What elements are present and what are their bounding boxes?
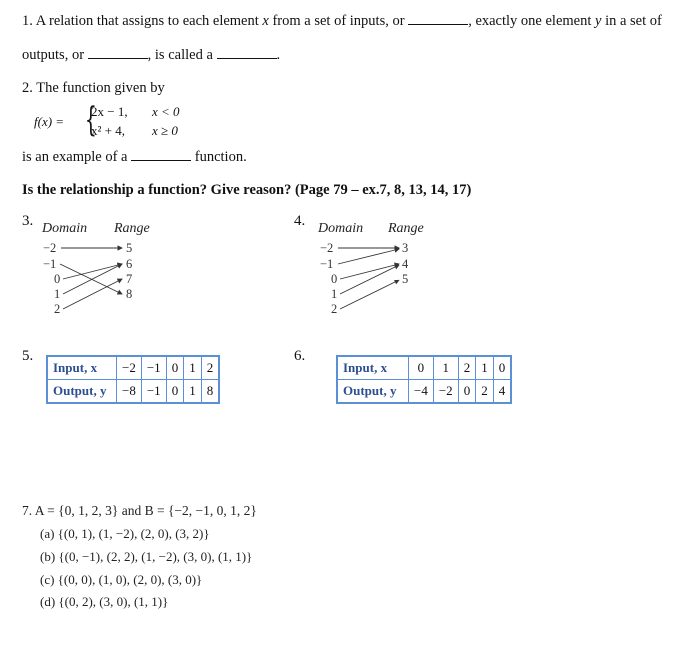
q5-output-row [48, 380, 219, 403]
q4-arrow [338, 249, 399, 264]
f-label: f(x) = [34, 114, 65, 129]
q4-arrow [340, 265, 399, 294]
q6-output-0: −4 [409, 380, 434, 403]
question-1-line-1 [22, 12, 662, 30]
q3-range-2: 7 [126, 272, 133, 286]
q6-output-3: 2 [476, 380, 494, 403]
q6-input-2: 2 [458, 357, 476, 380]
q6-input-3: 1 [476, 357, 494, 380]
piecewise-brace: { [84, 100, 97, 140]
q1-text: , is called a [147, 47, 217, 63]
q5-table [47, 356, 219, 403]
q4-domain-2: 0 [331, 272, 338, 286]
answer-blank[interactable] [131, 148, 191, 161]
q7-option-b: (b) {(0, −1), (2, 2), (1, −2), (3, 0), (1, 1)} [40, 549, 253, 564]
q3-domain-1: −1 [43, 257, 57, 271]
q3-arrow [63, 264, 122, 279]
q2-text: is an example of a [22, 149, 132, 165]
q5-input-0: −2 [117, 357, 142, 380]
q7-stem: 7. A = {0, 1, 2, 3} and B = {−2, −1, 0, 1, 2} [22, 503, 257, 518]
piece1-cond: x < 0 [152, 104, 180, 119]
q6-output-1: −2 [433, 380, 458, 403]
q6-input-1: 1 [433, 357, 458, 380]
q5-input-3: 1 [184, 357, 202, 380]
q6-input-4: 0 [493, 357, 511, 380]
q4-domain-4: 2 [331, 302, 338, 316]
q5-number: 5. [22, 348, 34, 364]
q4-arrows [338, 248, 399, 309]
q4-domain-label: Domain [318, 221, 364, 236]
q3-arrows [60, 248, 122, 309]
q4-range-0: 3 [402, 241, 409, 255]
q4-arrow [340, 264, 399, 279]
q6-output-2: 0 [458, 380, 476, 403]
q5-output-0: −8 [117, 380, 142, 403]
piece1-expr: 2x − 1, [91, 104, 128, 119]
answer-blank[interactable] [217, 46, 277, 59]
q3-domain-2: 0 [54, 272, 61, 286]
q5-output-4: 8 [201, 380, 219, 403]
question-2-intro: 2. The function given by [22, 80, 165, 96]
q7-option-c: (c) {(0, 0), (1, 0), (2, 0), (3, 0)} [40, 572, 203, 587]
q1-text: outputs, or [22, 47, 88, 63]
q5-output-1: −1 [141, 380, 166, 403]
q3-number: 3. [22, 213, 34, 229]
q6-output-label: Output, y [338, 380, 409, 403]
q2-text: function. [191, 149, 247, 165]
q6-input-label: Input, x [338, 357, 409, 380]
q4-arrow [340, 280, 399, 309]
q1-text: from a set of inputs, or [268, 13, 409, 29]
piece2-expr: x² + 4, [91, 123, 125, 138]
q5-output-label: Output, y [48, 380, 117, 403]
q5-input-4: 2 [201, 357, 219, 380]
var-y: y [595, 13, 602, 29]
question-2-tail [22, 148, 247, 166]
q5-input-label: Input, x [48, 357, 117, 380]
q5-input-2: 0 [166, 357, 184, 380]
q6-input-row [338, 357, 511, 380]
q4-range-2: 5 [402, 272, 409, 286]
q5-output-3: 1 [184, 380, 202, 403]
q7-option-d: (d) {(0, 2), (3, 0), (1, 1)} [40, 594, 169, 609]
q6-number: 6. [294, 348, 306, 364]
q1-text: in a set of [601, 13, 662, 29]
q6-output-4: 4 [493, 380, 511, 403]
q1-text: 1. A relation that assigns to each element [22, 13, 263, 29]
q4-mapping-diagram [310, 216, 450, 326]
q1-text: , exactly one element [468, 13, 596, 29]
q4-domain-0: −2 [320, 241, 334, 255]
question-1-line-2 [22, 46, 280, 64]
q3-range-label: Range [114, 221, 150, 236]
q3-mapping-diagram [34, 216, 174, 326]
q3-range-1: 6 [126, 257, 133, 271]
q4-range-1: 4 [402, 257, 409, 271]
answer-blank[interactable] [88, 46, 148, 59]
q3-domain-4: 2 [54, 302, 61, 316]
q4-domain-1: −1 [320, 257, 334, 271]
q6-input-0: 0 [409, 357, 434, 380]
q5-output-2: 0 [166, 380, 184, 403]
q4-range-label: Range [388, 221, 424, 236]
q3-arrow [63, 279, 122, 309]
piece2-cond: x ≥ 0 [152, 123, 178, 138]
q3-domain-3: 1 [54, 287, 61, 301]
q3-domain-label: Domain [42, 221, 88, 236]
section-heading: Is the relationship a function? Give reason? (Page 79 – ex.7, 8, 13, 14, 17) [22, 182, 472, 198]
q5-input-1: −1 [141, 357, 166, 380]
q1-text: . [276, 47, 281, 63]
var-x: x [262, 13, 269, 29]
q6-table [337, 356, 511, 403]
q4-number: 4. [294, 213, 306, 229]
q5-input-row [48, 357, 219, 380]
q3-range-0: 5 [126, 241, 133, 255]
q4-domain-3: 1 [331, 287, 338, 301]
q6-output-row [338, 380, 511, 403]
q3-domain-0: −2 [43, 241, 57, 255]
answer-blank[interactable] [408, 12, 468, 25]
q7-option-a: (a) {(0, 1), (1, −2), (2, 0), (3, 2)} [40, 526, 210, 541]
q3-range-3: 8 [126, 287, 133, 301]
